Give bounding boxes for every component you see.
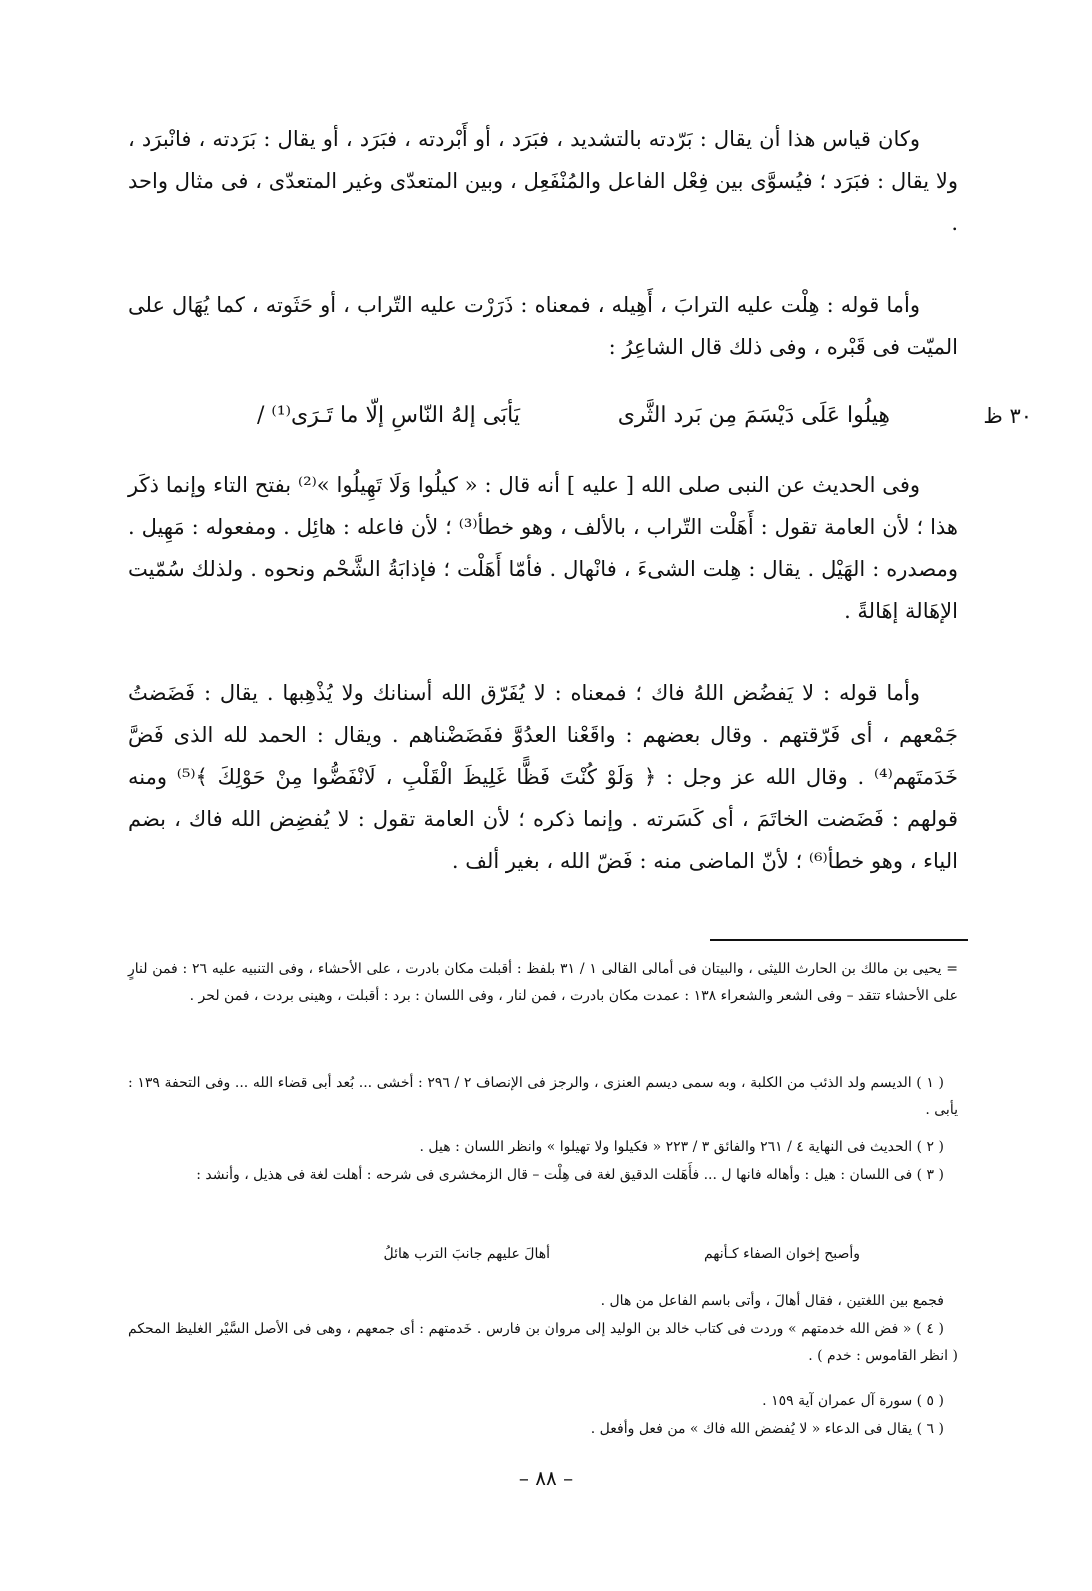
footnote-verse-hemistich-second: أهالَ عليهم جانبَ الترب هائلُ bbox=[383, 1246, 550, 1262]
footnote-separator bbox=[710, 939, 968, 941]
footnote-verse bbox=[300, 1240, 860, 1268]
page-number: – ٨٨ – bbox=[518, 1466, 574, 1490]
body-paragraph-3 bbox=[128, 464, 958, 632]
poetry-verse bbox=[150, 396, 890, 436]
footnote-4 bbox=[128, 1316, 958, 1370]
footnote-text: ( ٤ ) « فض الله خدمتهم » وردت فى كتاب خالد بن الوليد إلى مروان بن فارس . خَدمتهم : أى جمعهم ، وهى فى الأصل السَّيْر الغليظ المحكم ( انظر القاموس : خدم ) . bbox=[128, 1321, 958, 1364]
body-paragraph-2 bbox=[128, 284, 958, 368]
margin-folio-marker: ٣٠ ظ bbox=[983, 404, 1032, 428]
footnote-verse-hemistich-first: وأصبح إخوان الصفاء كـأنهم bbox=[703, 1246, 860, 1262]
paragraph-text: وفى الحديث عن النبى صلى الله [ عليه ] أنه قال : « كيلُوا وَلَا تَهِيلُوا »⁽²⁾ بفتح التاء وإنما ذكَر هذا ؛ لأن العامة تقول : أَهَلْت التّراب ، بالألف ، وهو خطأ⁽³⁾ ؛ لأن فاعله : هائِل . ومفعوله : مَهِيل . ومصدره : الهَيْل . يقال : هِلت الشىءَ ، فانْهال . فأمّا أَهَلْت ؛ فإذابَةُ الشَّحْم ونحوه . ولذلك سُمّيت الإهَالة إهَالةً . bbox=[128, 473, 959, 623]
footnote-text: فجمع بين اللغتين ، فقال أهالَ ، وأتى باسم الفاعل من هال . bbox=[600, 1293, 944, 1309]
paragraph-text: وأما قوله : هِلْت عليه الترابَ ، أَهِيله ، فمعناه : ذَرَرْت عليه التّراب ، أو حَثَوته ، كما يُهَال على الميّت فى قَبْره ، وفى ذلك قال الشاعِرُ : bbox=[128, 293, 958, 359]
verse-hemistich-second: يَأبَى إلهُ النّاسِ إلّا ما تَـرَى⁽¹⁾ / bbox=[257, 403, 520, 428]
footnote-text: ( ٢ ) الحديث فى النهاية ٤ / ٢٦١ والفائق ٣ / ٢٢٣ « فكيلوا ولا تهيلوا » وانظر اللسان : هيل . bbox=[419, 1139, 944, 1155]
footnote-text: = يحيى بن مالك بن الحارث الليثى ، والبيتان فى أمالى القالى ١ / ٣١ بلفظ : أقبلت مكان بادرت ، على الأحشاء ، وفى التنبيه عليه ٢٦ : فمن لنارٍ على الأحشاء تتقد – وفى الشعر والشعراء ١٣٨ : عمدت مكان بادرت ، فمن لنار ، وفى اللسان : برد : أقبلت ، وهينى بردت ، فمن لحر . bbox=[128, 961, 958, 1004]
footnote-text: ( ٥ ) سورة آل عمران آية ١٥٩ . bbox=[762, 1393, 944, 1409]
footnote-2 bbox=[128, 1134, 958, 1161]
body-paragraph-4 bbox=[128, 672, 958, 882]
body-paragraph-1 bbox=[128, 118, 958, 244]
footnote-continuation bbox=[128, 956, 958, 1010]
paragraph-text: وأما قوله : لا يَفضُض اللهُ فاك ؛ فمعناه : لا يُفَرّق الله أسنانك ولا يُذْهِبها . يقال : فَضَضتُ جَمْعهم ، أى فَرّقتهم . وقال بعضهم : واقَعْنا العدُوَّ ففَضَضْناهم . ويقال : الحمد لله الذى فَضَّ خَدَمتَهم⁽⁴⁾ . وقال الله عز وجل : ﴿ وَلَوْ كُنْتَ فَظًّا غَلِيظَ الْقَلْبِ ، لَانْفَضُّوا مِنْ حَوْلِكَ ﴾⁽⁵⁾ ومنه قولهم : فَضَضت الخاتَمَ ، أى كَسَرته . وإنما ذكره ؛ لأن العامة تقول : لا يُفضِض الله فاك ، بضم الياء ، وهو خطأ⁽⁶⁾ ؛ لأنّ الماضى منه : فَضّ الله ، بغير ألف . bbox=[128, 681, 958, 873]
footnote-text: ( ١ ) الديسم ولد الذئب من الكلبة ، وبه سمى ديسم العنزى ، والرجز فى الإنصاف ٢ / ٢٩٦ : أخشى ... بُعد أبى قضاء الله ... وفى التحفة ١٣٩ : يأبى . bbox=[128, 1075, 958, 1118]
footnote-text: ( ٦ ) يقال فى الدعاء « لا يُفضض الله فاك » من فعل وأفعل . bbox=[590, 1421, 944, 1437]
footnote-text: ( ٣ ) فى اللسان : هيل : وأهاله فانها ل ... فأَهَلت الدقيق لغة فى هِلْت – قال الزمخشرى فى شرحه : أهلت لغة فى هذيل ، وأنشد : bbox=[196, 1167, 944, 1183]
paragraph-text: وكان قياس هذا أن يقال : بَرّدته بالتشديد ، فبَرَد ، أو أَبْردته ، فبَرَد ، أو يقال : بَرَدته ، فانْبرَد ، ولا يقال : فبَرَد ؛ فيُسوَّى بين فِعْل الفاعل والمُنْفَعِل ، وبين المتعدّى وغير المتعدّى ، فى مثال واحد . bbox=[128, 127, 958, 235]
footnote-5 bbox=[128, 1388, 958, 1415]
verse-hemistich-first: هِيلُوا عَلَى دَيْسَمَ مِن بَرد الثَّرى bbox=[617, 403, 890, 428]
footnote-3-continuation bbox=[128, 1288, 958, 1315]
footnote-6 bbox=[128, 1416, 958, 1443]
footnote-1 bbox=[128, 1070, 958, 1124]
footnote-3 bbox=[128, 1162, 958, 1189]
